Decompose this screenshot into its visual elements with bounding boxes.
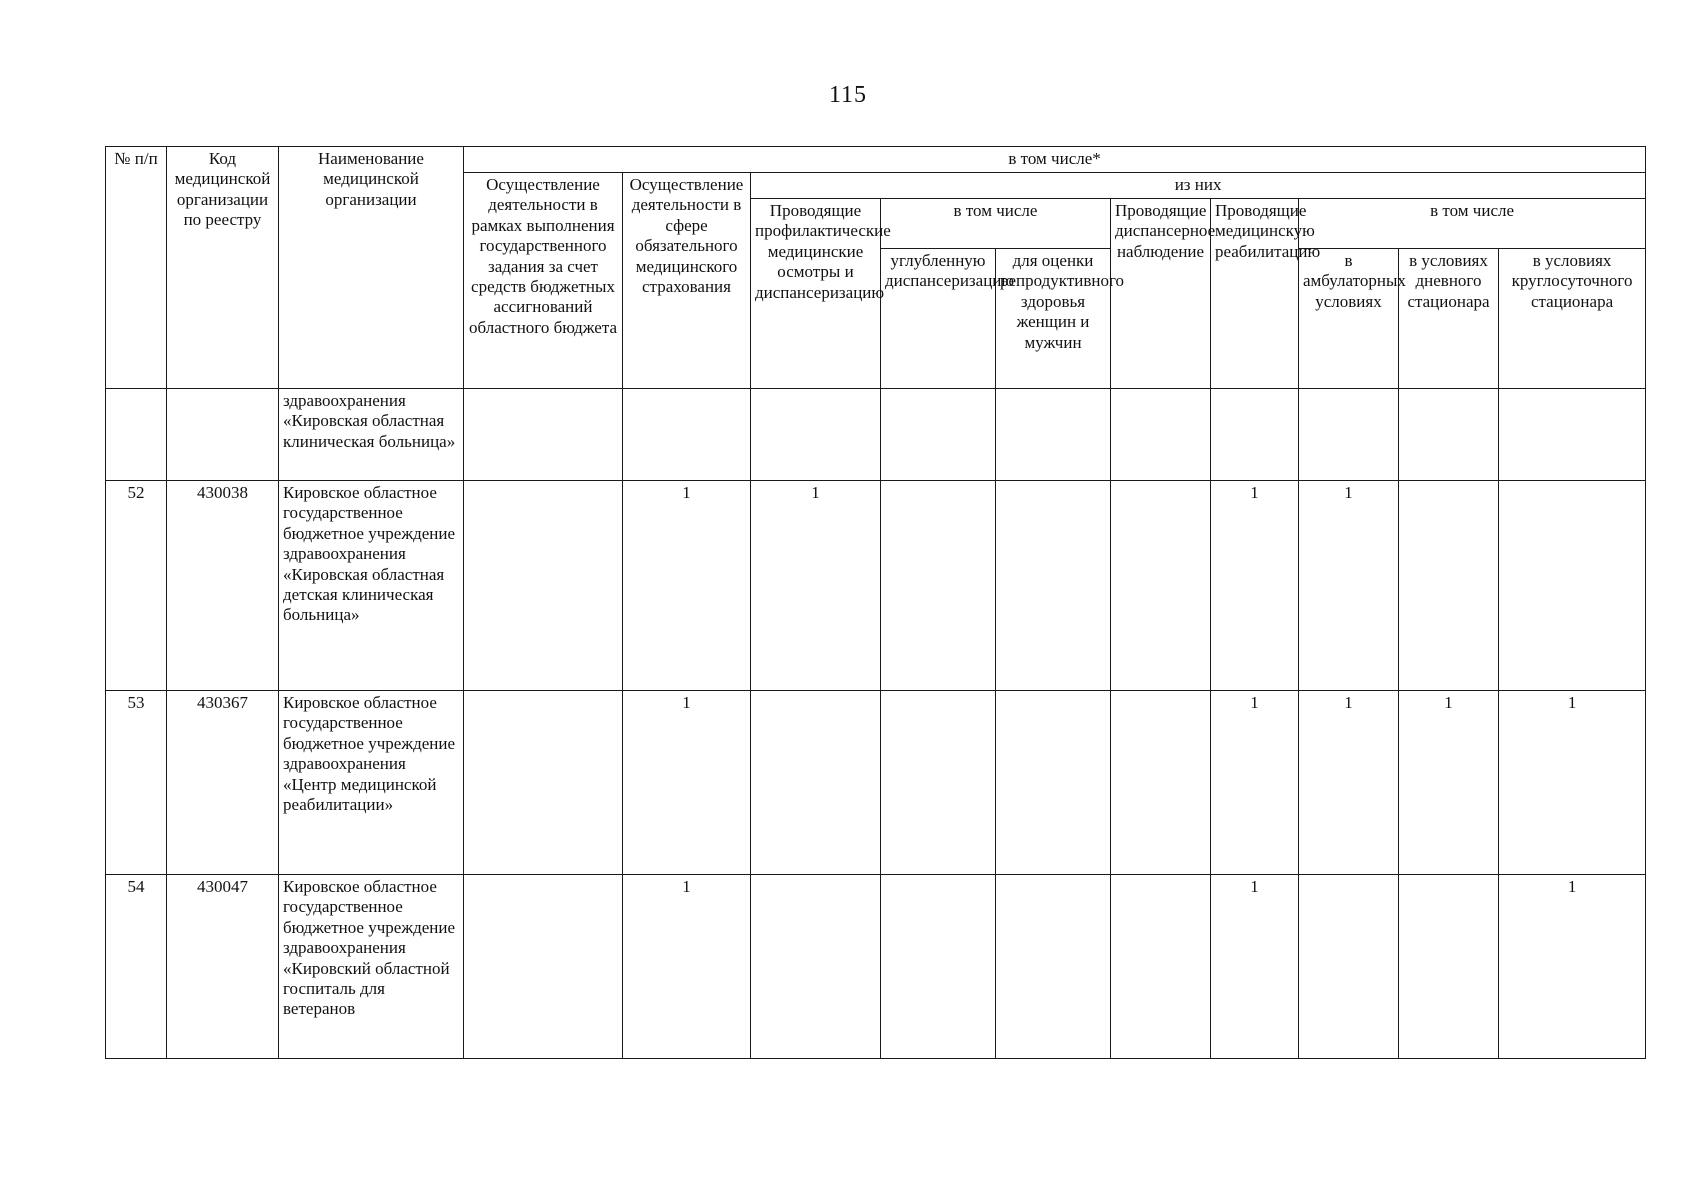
header-oms: Осуществление деятельности в сфере обязательного медицинского страхования [623, 173, 751, 389]
header-code: Код медицинской организации по реестру [167, 147, 279, 389]
header-reproductive: для оценки репродуктивного здоровья женщин и мужчин [996, 249, 1111, 389]
header-including-2: в том числе [881, 199, 1111, 249]
row-name: Кировское областное государственное бюджетное учреждение здравоохранения «Кировская областная детская клиническая больница» [279, 481, 464, 691]
header-name: Наименование медицинской организации [279, 147, 464, 389]
row-code [167, 389, 279, 481]
row-disp [1111, 389, 1211, 481]
row-disp [1111, 481, 1211, 691]
row-round: 1 [1499, 875, 1646, 1059]
row-day [1399, 481, 1499, 691]
row-code: 430038 [167, 481, 279, 691]
row-oms: 1 [623, 691, 751, 875]
row-gov [464, 691, 623, 875]
row-rehab: 1 [1211, 691, 1299, 875]
row-no [106, 389, 167, 481]
header-deep-dispensary: углубленную диспансеризацию [881, 249, 996, 389]
row-gov [464, 481, 623, 691]
row-day [1399, 389, 1499, 481]
row-code: 430047 [167, 875, 279, 1059]
row-rehab: 1 [1211, 875, 1299, 1059]
row-repro [996, 691, 1111, 875]
row-disp [1111, 875, 1211, 1059]
row-amb: 1 [1299, 691, 1399, 875]
header-including-3: в том числе [1299, 199, 1646, 249]
header-no: № п/п [106, 147, 167, 389]
row-oms [623, 389, 751, 481]
header-dispensary: Проводящие диспансерное наблюдение [1111, 199, 1211, 389]
row-amb [1299, 875, 1399, 1059]
header-gov-task: Осуществление деятельности в рамках выполнения государственного задания за счет средств бюджетных ассигнований областного бюджета [464, 173, 623, 389]
row-name: здравоохранения «Кировская областная клиническая больница» [279, 389, 464, 481]
row-prof [751, 875, 881, 1059]
row-name: Кировское областное государственное бюджетное учреждение здравоохранения «Кировский областной госпиталь для ветеранов [279, 875, 464, 1059]
header-of-them: из них [751, 173, 1646, 199]
row-oms: 1 [623, 875, 751, 1059]
row-round [1499, 389, 1646, 481]
row-disp [1111, 691, 1211, 875]
header-including: в том числе* [464, 147, 1646, 173]
row-gov [464, 875, 623, 1059]
header-day-hospital: в условиях дневного стационара [1399, 249, 1499, 389]
row-deep [881, 691, 996, 875]
table-row [106, 875, 1646, 1059]
row-round [1499, 481, 1646, 691]
row-day: 1 [1399, 691, 1499, 875]
row-no: 53 [106, 691, 167, 875]
row-no: 52 [106, 481, 167, 691]
table-header [106, 147, 1646, 389]
row-gov [464, 389, 623, 481]
row-name: Кировское областное государственное бюджетное учреждение здравоохранения «Центр медицинской реабилитации» [279, 691, 464, 875]
header-outpatient: в амбулаторных условиях [1299, 249, 1399, 389]
row-no: 54 [106, 875, 167, 1059]
table-body [106, 389, 1646, 1059]
row-code: 430367 [167, 691, 279, 875]
row-rehab: 1 [1211, 481, 1299, 691]
row-repro [996, 875, 1111, 1059]
row-deep [881, 389, 996, 481]
row-round: 1 [1499, 691, 1646, 875]
row-amb [1299, 389, 1399, 481]
header-round-clock: в условиях круглосуточного стационара [1499, 249, 1646, 389]
table-row [106, 691, 1646, 875]
row-deep [881, 481, 996, 691]
registry-table [105, 146, 1646, 1059]
row-prof: 1 [751, 481, 881, 691]
row-repro [996, 481, 1111, 691]
row-amb: 1 [1299, 481, 1399, 691]
row-prof [751, 691, 881, 875]
row-day [1399, 875, 1499, 1059]
row-repro [996, 389, 1111, 481]
header-prophylactic: Проводящие профилактические медицинские осмотры и диспансеризацию [751, 199, 881, 389]
row-rehab [1211, 389, 1299, 481]
row-oms: 1 [623, 481, 751, 691]
table-row [106, 481, 1646, 691]
row-prof [751, 389, 881, 481]
header-rehabilitation: Проводящие медицинскую реабилитацию [1211, 199, 1299, 389]
table-row [106, 389, 1646, 481]
row-deep [881, 875, 996, 1059]
page-number: 115 [828, 82, 868, 108]
